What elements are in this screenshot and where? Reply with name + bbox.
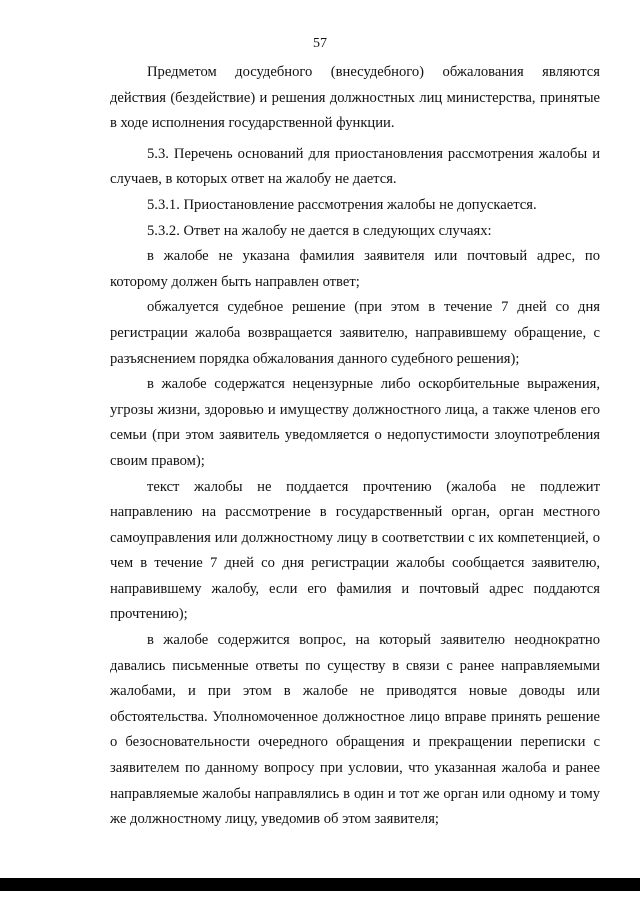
scan-bottom-border: [0, 878, 640, 891]
paragraph-5-3-2: 5.3.2. Ответ на жалобу не дается в следующих случаях:: [147, 222, 492, 239]
document-body: [110, 60, 600, 833]
paragraph-5-3: 5.3. Перечень оснований для приостановления рассмотрения жалобы и случаев, в которых ответ на жалобу не дается.: [110, 145, 600, 188]
paragraph-case-repeated: в жалобе содержится вопрос, на который заявителю неоднократно давались письменные ответы по существу в связи с ранее направляемыми жалобами, и при этом в жалобе не приводятся новые доводы или обстоятельства. Уполномоченное должностное лицо вправе принять решение о безосновательности очередного обращения и прекращении переписки с заявителем по данному вопросу при условии, что указанная жалоба и ранее направляемые жалобы направлялись в один и тот же орган или одному и тому же должностному лицу, уведомив об этом заявителя;: [110, 632, 600, 828]
paragraph-5-3-1: 5.3.1. Приостановление рассмотрения жалобы не допускается.: [147, 196, 537, 213]
paragraph-case-no-name: в жалобе не указана фамилия заявителя или почтовый адрес, по которому должен быть направлен ответ;: [110, 248, 600, 290]
paragraph-case-unreadable: текст жалобы не поддается прочтению (жалоба не подлежит направлению на рассмотрение в государственный орган, орган местного самоуправления или должностному лицу в соответствии с их компетенцией, о чем в течение 7 дней со дня регистрации жалобы сообщается заявителю, направившему жалобу, если его фамилия и почтовый адрес поддаются прочтению);: [110, 478, 600, 623]
page-number: 57: [313, 36, 327, 51]
paragraph-case-obscene: в жалобе содержатся нецензурные либо оскорбительные выражения, угрозы жизни, здоровью и имуществу должностного лица, а также членов его семьи (при этом заявитель уведомляется о недопустимости злоупотребления своим правом);: [110, 376, 600, 469]
paragraph-case-court: обжалуется судебное решение (при этом в течение 7 дней со дня регистрации жалоба возвращается заявителю, направившему обращение, с разъяснением порядка обжалования данного судебного решения);: [110, 299, 600, 367]
paragraph-subject: Предметом досудебного (внесудебного) обжалования являются действия (бездействие) и решения должностных лиц министерства, принятые в ходе исполнения государственной функции.: [110, 64, 600, 132]
